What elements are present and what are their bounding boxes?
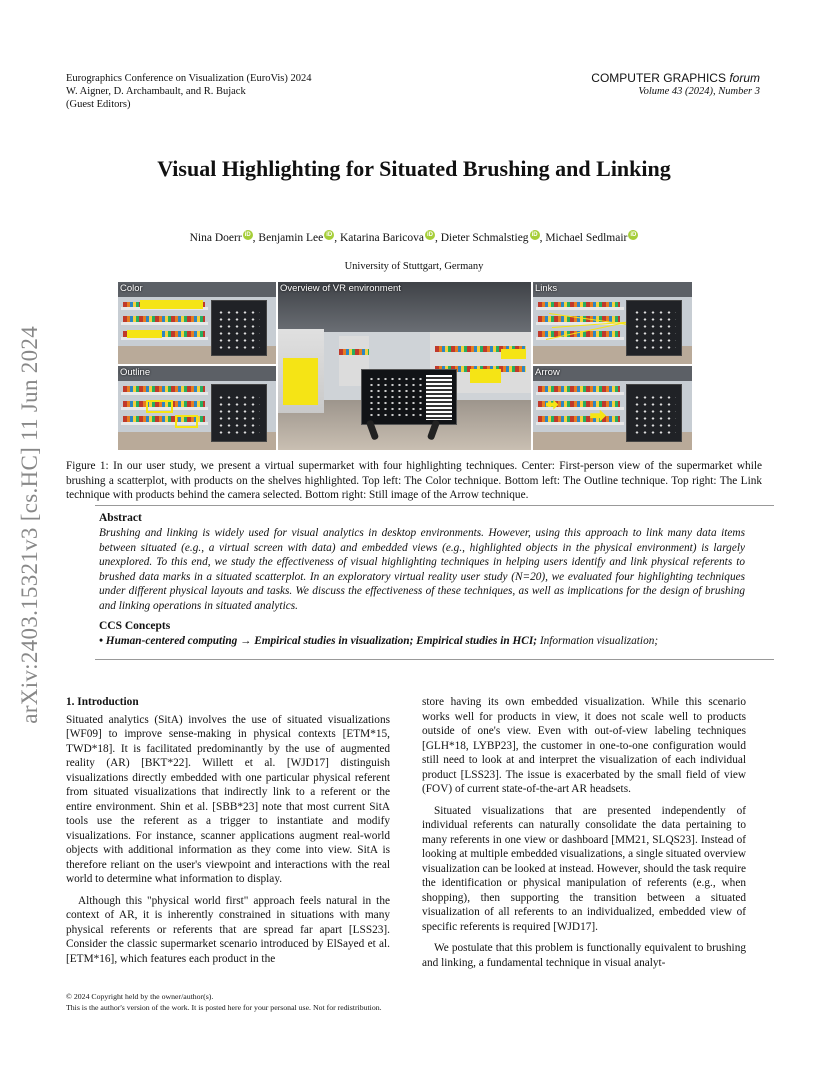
distribution-note: This is the author's version of the work. It is posted here for your personal use. Not for redistribution. xyxy=(66,1003,382,1012)
panel-arrow xyxy=(533,366,692,450)
paragraph: store having its own embedded visualization. While this scenario works well for products in view, it does not scale well to products outside of one's view. Even with out-of-view labeling techniques [GLH*18, LYBP23], the customer in one-to-one configuration would still need to look at and interpret the visualization of each individual product [LSS23]. The issue is exacerbated by the small field of view (FOV) of current state-of-the-art AR headsets. xyxy=(422,696,746,795)
journal-volume: Volume 43 (2024), Number 3 xyxy=(638,86,760,97)
ccs-concepts xyxy=(99,634,759,649)
orcid-icon[interactable]: iD xyxy=(630,232,637,238)
panel-overview xyxy=(278,282,531,450)
orcid-icon[interactable]: iD xyxy=(531,232,538,238)
author-name: Dieter Schmalstieg xyxy=(440,231,529,244)
conference-info xyxy=(66,72,312,111)
affiliation: University of Stuttgart, Germany xyxy=(344,261,484,272)
divider xyxy=(95,659,774,660)
divider xyxy=(95,505,774,506)
journal-brand-italic: forum xyxy=(729,71,760,85)
orcid-icon[interactable]: iD xyxy=(244,232,251,238)
panel-color xyxy=(118,282,276,364)
section-heading: 1. Introduction xyxy=(66,696,139,708)
guest-editors-label: (Guest Editors) xyxy=(66,99,131,110)
author-name: Michael Sedlmair xyxy=(545,231,628,244)
copyright-footer xyxy=(66,991,382,1013)
panel-label-color: Color xyxy=(120,283,143,294)
panel-label-overview: Overview of VR environment xyxy=(280,283,401,294)
panel-links xyxy=(533,282,692,364)
teaser-figure xyxy=(118,282,692,450)
copyright-line: © 2024 Copyright held by the owner/author(s). xyxy=(66,992,214,1001)
right-column xyxy=(422,695,746,977)
author-name: Benjamin Lee xyxy=(258,231,324,244)
guest-editors: W. Aigner, D. Archambault, and R. Bujack xyxy=(66,86,246,97)
arxiv-stamp xyxy=(6,290,54,760)
paragraph: Situated analytics (SitA) involves the use of situated visualizations [WF09] to improve sense-making in physical contexts [ETM*15, TWD*18]. It is facilitated predominantly by the use of augmented reality (AR) [BKT*22]. Willett et al. [WJD17] distinguish visualizations directly embedded with one particular physical referent from situated visualizations that indirectly link to a referent or the entire environment. Shin et al. [SBB*23] note that most current SitA tools use the referent as a trigger to instantiate and modify visualizations. For instance, scanner applications augment real-world objects with additional information as they come into view. SitA is therefore reliant on the user's viewpoint and interactions with the real world to determine what information to display. xyxy=(66,713,390,885)
paragraph: Situated visualizations that are presented independently of individual referents can naturally consolidate the data pertaining to many referents in one view or dashboard [MM21, SLQS23]. Instead of looking at multiple embedded visualizations, a single situated overview visualization can be looked at instead. However, should the task require the identification or physical manipulation of referents (e.g., when shopping), then supporting the transition between a situated visualization of all referents to an individualized, embedded view of specific referents is required [WJD17]. xyxy=(422,804,746,933)
author-name: Katarina Baricova xyxy=(340,231,424,244)
paragraph: We postulate that this problem is functionally equivalent to brushing and linking, a fundamental technique in visual analyt- xyxy=(422,942,746,969)
paragraph: Although this "physical world first" approach feels natural in the context of AR, it is inherently constrained in situations with many physical referents or referents that are spread far apart [LSS23]. Consider the classic supermarket scenario introduced by ElSayed et al. [ETM*16], which features each product in the xyxy=(66,894,390,965)
orcid-icon[interactable]: iD xyxy=(426,232,433,238)
panel-label-arrow: Arrow xyxy=(535,367,560,378)
orcid-icon[interactable]: iD xyxy=(326,232,333,238)
conference-name: Eurographics Conference on Visualization (EuroVis) 2024 xyxy=(66,73,312,84)
paper-title: Visual Highlighting for Situated Brushing and Linking xyxy=(157,156,671,181)
ccs-bold: • Human-centered computing → Empirical studies in visualization; Empirical studies in HCI; xyxy=(99,635,537,647)
arxiv-stamp-text: arXiv:2403.15321v3 [cs.HC] 11 Jun 2024 xyxy=(17,326,42,724)
figure-caption: Figure 1: In our user study, we present a virtual supermarket with four highlighting techniques. Center: First-person view of the supermarket while brushing a scatterplot, with products on the shelves highlighted. Top left: The Color technique. Bottom left: The Outline technique. Top right: The Link technique with products behind the camera selected. Bottom right: Still image of the Arrow technique. xyxy=(66,460,762,501)
ccs-normal: Information visualization; xyxy=(537,635,659,647)
abstract-text: Brushing and linking is widely used for visual analytics in desktop environments. However, using this approach to link many data items between situated (e.g., a virtual screen with data) and embedded views (e.g., highlighted objects in the physical environment) is largely unexplored. To this end, we study the effectiveness of visual highlighting techniques in helping users identify and link physical referents to brushed data marks in a situated scatterplot. In an exploratory virtual reality user study (N=20), we evaluated four highlighting techniques under different physical layouts and tasks. We discuss the effectiveness of these techniques, as well as implications for the design of brushing and linking operations in situated analytics. xyxy=(99,527,745,612)
panel-label-outline: Outline xyxy=(120,367,151,378)
ccs-heading: CCS Concepts xyxy=(99,620,171,632)
journal-brand xyxy=(591,72,760,85)
journal-brand-main: COMPUTER GRAPHICS xyxy=(591,71,726,85)
author-list: Nina Doerr iD , Benjamin Lee iD , Katarina Baricova iD , Dieter Schmalstieg iD , Michael Sedlmair iD xyxy=(189,231,637,244)
author-name: Nina Doerr xyxy=(189,231,242,244)
left-column xyxy=(66,695,390,973)
panel-outline xyxy=(118,366,276,450)
abstract-heading: Abstract xyxy=(99,512,142,524)
journal-info xyxy=(591,72,760,98)
panel-label-links: Links xyxy=(535,283,558,294)
